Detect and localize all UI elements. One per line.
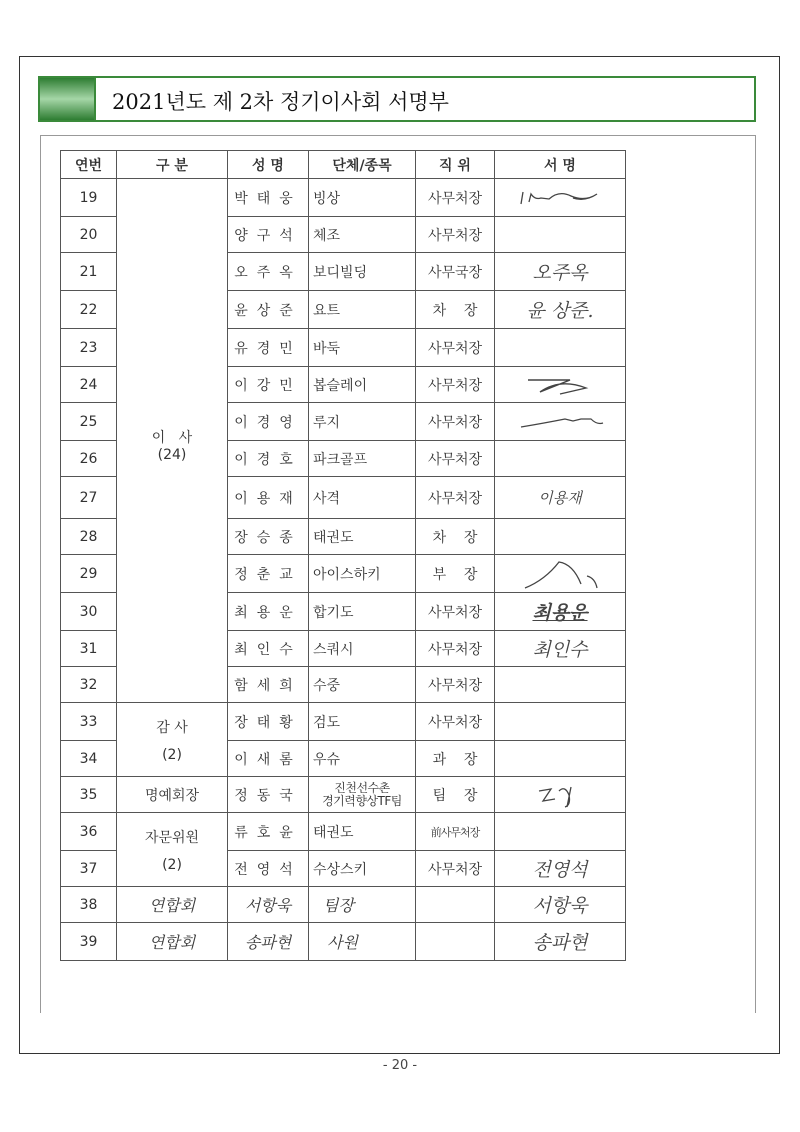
row-org: 검도 [309,703,416,741]
row-signature [495,403,626,441]
row-signature: 오주옥 [495,253,626,291]
group-auditor [117,703,228,777]
row-signature [495,329,626,367]
row-no: 21 [61,253,117,291]
table-row [61,813,626,851]
row-no: 26 [61,441,117,477]
header-category: 구 분 [117,151,228,179]
signature-scribble [525,781,595,809]
row-name-handwritten: 송파현 [228,923,309,961]
group-honorary: 명예회장 [117,777,228,813]
signature-scribble [520,372,600,398]
group-director-count: (24) [157,446,187,463]
row-org: 합기도 [309,593,416,631]
row-position: 차 장 [416,291,495,329]
signature-scribble [515,186,605,210]
signature-scribble [515,558,605,590]
table-row [61,923,626,961]
row-name: 장승종 [228,519,309,555]
row-no: 20 [61,217,117,253]
row-position: 사무처장 [416,403,495,441]
row-org: 체조 [309,217,416,253]
row-position [416,887,495,923]
row-org-handwritten: 사원 [309,923,416,961]
row-name: 박태웅 [228,179,309,217]
row-org: 루지 [309,403,416,441]
row-name: 함세희 [228,667,309,703]
row-name: 이경호 [228,441,309,477]
row-position: 사무처장 [416,179,495,217]
row-position: 사무처장 [416,851,495,887]
row-signature: 전영석 [495,851,626,887]
row-no: 32 [61,667,117,703]
group-advisor-count: (2) [162,856,182,873]
row-category-handwritten: 연합회 [117,887,228,923]
group-auditor-label: 감 사 [156,719,188,736]
row-signature: 윤 상준. [495,291,626,329]
row-org: 스쿼시 [309,631,416,667]
row-no: 23 [61,329,117,367]
table-header-row [61,151,626,179]
row-position: 사무처장 [416,703,495,741]
table-row [61,777,626,813]
row-no: 29 [61,555,117,593]
row-no: 19 [61,179,117,217]
row-name: 최인수 [228,631,309,667]
row-name: 류호윤 [228,813,309,851]
header-position: 직 위 [416,151,495,179]
row-position: 사무처장 [416,329,495,367]
group-director-label: 이 사 [151,429,193,446]
row-position: 사무국장 [416,253,495,291]
row-position: 사무처장 [416,477,495,519]
row-category-handwritten: 연합회 [117,923,228,961]
row-no: 22 [61,291,117,329]
row-signature: 최인수 [495,631,626,667]
row-name: 양구석 [228,217,309,253]
title-accent [40,78,96,120]
row-signature [495,217,626,253]
row-org: 빙상 [309,179,416,217]
title-bar [38,76,756,122]
row-no: 24 [61,367,117,403]
row-position: 사무처장 [416,667,495,703]
table-row [61,703,626,741]
row-signature [495,667,626,703]
row-position: 사무처장 [416,631,495,667]
row-no: 38 [61,887,117,923]
row-position [416,923,495,961]
row-name: 이용재 [228,477,309,519]
row-signature [495,813,626,851]
row-org: 봅슬레이 [309,367,416,403]
row-org: 요트 [309,291,416,329]
row-org-line1: 진천선수촌 [334,780,390,795]
group-advisor-label: 자문위원 [144,829,200,846]
row-org [309,777,416,813]
row-signature: 서항욱 [495,887,626,923]
row-org: 수중 [309,667,416,703]
row-position: 사무처장 [416,217,495,253]
row-org-handwritten: 팀장 [309,887,416,923]
row-name: 유경민 [228,329,309,367]
row-signature [495,441,626,477]
row-name: 이경영 [228,403,309,441]
row-org: 태권도 [309,519,416,555]
row-position: 팀 장 [416,777,495,813]
table-row [61,179,626,217]
row-signature [495,179,626,217]
header-name: 성 명 [228,151,309,179]
row-position: 과 장 [416,741,495,777]
page-number: - 20 - [382,1058,418,1073]
signature-table [60,150,626,961]
row-name: 장태황 [228,703,309,741]
header-signature: 서 명 [495,151,626,179]
row-signature: 이용재 [495,477,626,519]
row-signature [495,555,626,593]
row-org-line2: 경기력향상TF팀 [322,793,402,808]
row-org: 수상스키 [309,851,416,887]
row-org: 사격 [309,477,416,519]
row-no: 25 [61,403,117,441]
row-name: 이새롬 [228,741,309,777]
row-org: 보디빌딩 [309,253,416,291]
row-no: 28 [61,519,117,555]
row-signature: 최용운 [495,593,626,631]
row-no: 36 [61,813,117,851]
row-signature [495,703,626,741]
row-org: 우슈 [309,741,416,777]
row-name: 최용운 [228,593,309,631]
row-signature [495,367,626,403]
row-position: 사무처장 [416,593,495,631]
row-signature [495,777,626,813]
row-name-handwritten: 서항욱 [228,887,309,923]
row-no: 27 [61,477,117,519]
page-title: 2021년도 제 2차 정기이사회 서명부 [112,90,449,114]
row-org: 태권도 [309,813,416,851]
row-no: 37 [61,851,117,887]
group-auditor-count: (2) [162,746,182,763]
row-org: 파크골프 [309,441,416,477]
group-advisor [117,813,228,887]
row-position: 사무처장 [416,367,495,403]
row-signature [495,519,626,555]
row-no: 39 [61,923,117,961]
table-row [61,887,626,923]
row-signature [495,741,626,777]
row-signature: 송파현 [495,923,626,961]
row-position: 부 장 [416,555,495,593]
row-no: 35 [61,777,117,813]
signature-scribble [515,411,605,433]
row-no: 33 [61,703,117,741]
row-name: 정춘교 [228,555,309,593]
row-position: 차 장 [416,519,495,555]
row-name: 오주옥 [228,253,309,291]
row-name: 정동국 [228,777,309,813]
row-position: 사무처장 [416,441,495,477]
row-name: 전영석 [228,851,309,887]
row-name: 윤상준 [228,291,309,329]
row-name: 이강민 [228,367,309,403]
row-no: 30 [61,593,117,631]
group-director [117,179,228,703]
row-org: 바둑 [309,329,416,367]
header-org: 단체/종목 [309,151,416,179]
row-no: 34 [61,741,117,777]
row-no: 31 [61,631,117,667]
row-position: 前사무처장 [416,813,495,851]
row-org: 아이스하키 [309,555,416,593]
header-no: 연번 [61,151,117,179]
